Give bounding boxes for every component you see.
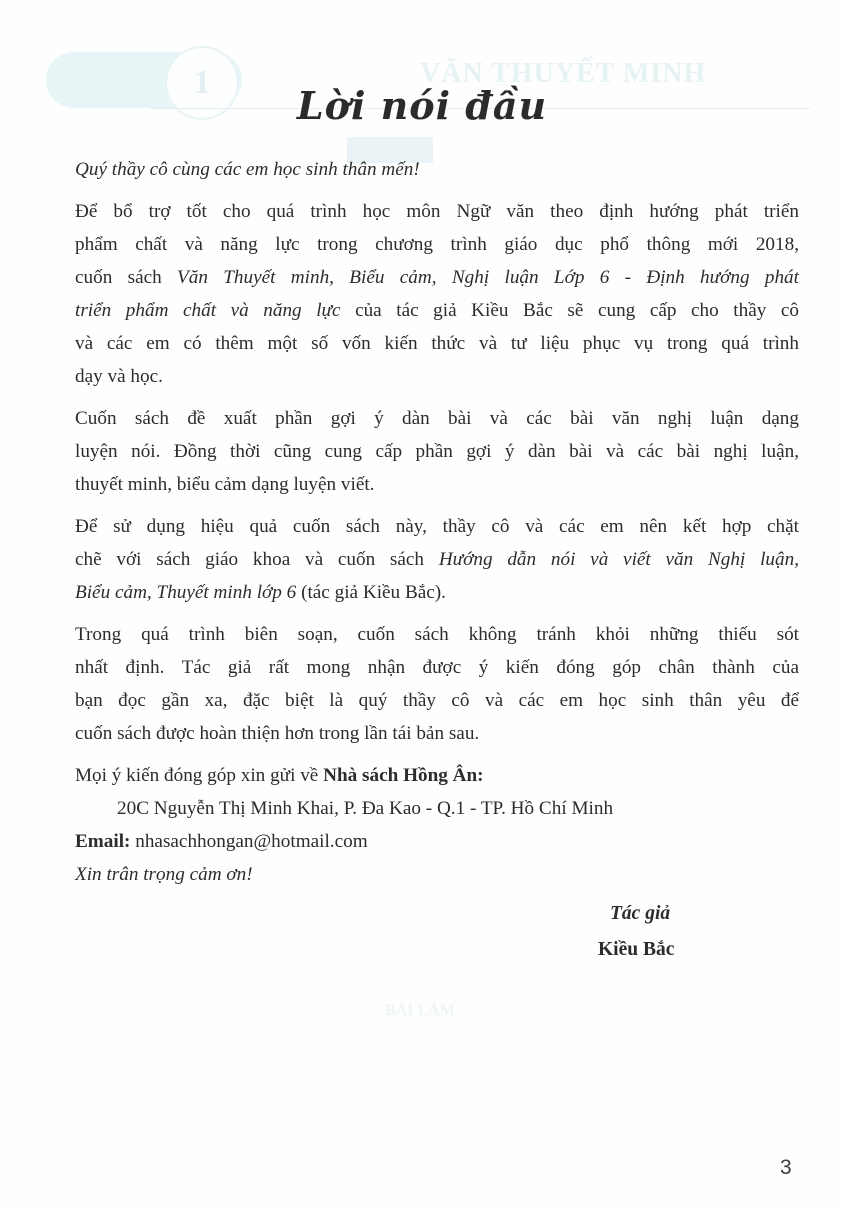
text: cuốn sách	[75, 267, 178, 288]
closing-text: Xin trân trọng cảm ơn!	[75, 864, 253, 885]
publisher-address: 20C Nguyễn Thị Minh Khai, P. Đa Kao - Q.1 - TP. Hồ Chí Minh	[117, 798, 614, 819]
p4-line: nhất định. Tác giả rất mong nhận được ý kiến đóng góp chân thành của	[75, 657, 799, 678]
email-line	[75, 825, 799, 858]
page-title: Lời nói đầu	[296, 83, 548, 129]
p2-line: thuyết minh, biểu cảm dạng luyện viết.	[75, 474, 375, 495]
p2-line: luyện nói. Đồng thời cũng cung cấp phần gợi ý dàn bài và các bài nghị luận,	[75, 441, 799, 462]
text: chẽ với sách giáo khoa và cuốn sách	[75, 549, 439, 570]
p1-line	[75, 261, 799, 294]
p4-line: Trong quá trình biên soạn, cuốn sách không tránh khỏi những thiếu sót	[75, 624, 799, 645]
p1-line	[75, 294, 799, 327]
bleed-section-heading: BÀI LÀM	[385, 1002, 455, 1019]
p3-line	[75, 543, 799, 576]
greeting	[75, 153, 799, 186]
bleed-chapter-number: 1	[165, 46, 239, 120]
p1-line: dạy và học.	[75, 366, 163, 387]
contact-intro-line	[75, 759, 799, 792]
page-number: 3	[780, 1156, 792, 1179]
p1-line: phẩm chất và năng lực trong chương trình giáo dục phổ thông mới 2018,	[75, 234, 799, 255]
paragraph-1	[75, 195, 799, 393]
p4-line: cuốn sách được hoàn thiện hơn trong lần tái bản sau.	[75, 723, 480, 744]
signature	[598, 896, 674, 968]
signature-name: Kiều Bắc	[598, 939, 675, 960]
book-title: Hướng dẫn nói và viết văn Nghị luận,	[438, 549, 799, 570]
signature-role: Tác giả	[610, 903, 671, 924]
book-title: triển phẩm chất và năng lực	[75, 300, 341, 321]
bleed-bottom-text	[50, 1000, 790, 1022]
bleed-chapter-heading: VĂN THUYẾT MINH	[420, 58, 707, 89]
book-title: Văn Thuyết minh, Biểu cảm, Nghị luận Lớp 6 - Định hướng phát	[177, 267, 799, 288]
p4-line: bạn đọc gần xa, đặc biệt là quý thầy cô và các em học sinh thân yêu để	[75, 690, 799, 711]
paragraph-2	[75, 402, 799, 501]
p3-line	[75, 576, 799, 609]
email-address[interactable]: nhasachhongan@hotmail.com	[130, 831, 368, 852]
p1-line: và các em có thêm một số vốn kiến thức và tư liệu phục vụ trong quá trình	[75, 333, 799, 354]
p2-line: Cuốn sách đề xuất phần gợi ý dàn bài và các bài văn nghị luận dạng	[75, 408, 799, 429]
text: (tác giả Kiều Bắc).	[296, 582, 446, 603]
text: của tác giả Kiều Bắc sẽ cung cấp cho thầy cô	[340, 300, 799, 321]
p1-line: Để bổ trợ tốt cho quá trình học môn Ngữ văn theo định hướng phát triển	[75, 201, 799, 222]
paragraph-3	[75, 510, 799, 609]
preface-body	[75, 153, 799, 900]
email-label: Email:	[75, 831, 131, 852]
publisher-name: Nhà sách Hồng Ân:	[323, 765, 484, 786]
paragraph-4	[75, 618, 799, 750]
contact-block	[75, 759, 799, 891]
p3-line: Để sử dụng hiệu quả cuốn sách này, thầy cô và các em nên kết hợp chặt	[75, 516, 799, 537]
greeting-text: Quý thầy cô cùng các em học sinh thân mến!	[75, 159, 420, 180]
contact-intro: Mọi ý kiến đóng góp xin gửi về	[75, 765, 324, 786]
book-title: Biểu cảm, Thuyết minh lớp 6	[75, 582, 297, 603]
